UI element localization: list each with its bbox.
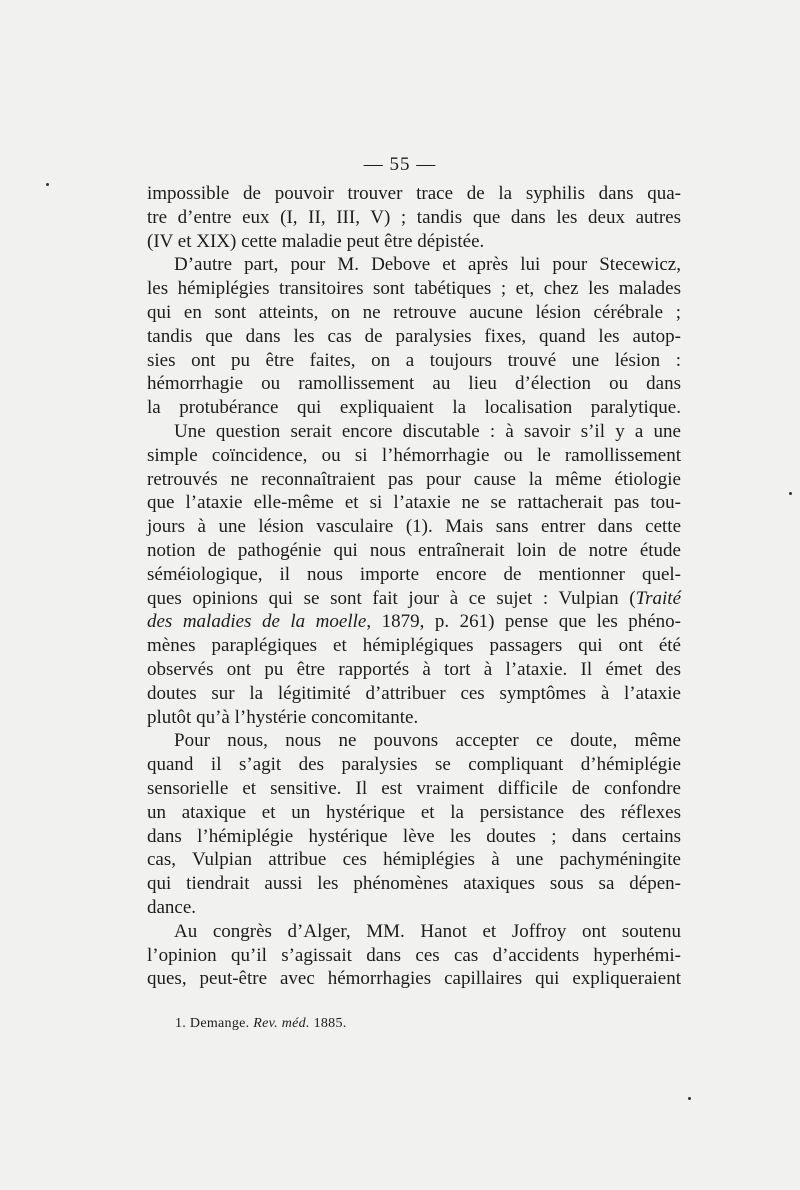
scan-speck: [688, 1097, 691, 1100]
text-line: Une question serait encore discutable : à savoir s’il y a une: [174, 420, 681, 442]
footnote-author: Demange.: [189, 1016, 250, 1031]
text-line: hémorrhagie ou ramollissement au lieu d’élection ou dans: [147, 373, 681, 395]
text-line: tandis que dans les cas de paralysies fixes, quand les autop-: [147, 325, 681, 347]
text-line: dance.: [147, 896, 197, 918]
scan-speck: [46, 183, 49, 186]
text-line: simple coïncidence, ou si l’hémorrhagie ou le ramollissement: [147, 444, 681, 466]
text-line: sensorielle et sensitive. Il est vraiment difficile de confondre: [147, 777, 681, 799]
text-line: quand il s’agit des paralysies se compliquant d’hémiplégie: [147, 754, 681, 776]
text-line: qui en sont atteints, on ne retrouve aucune lésion cérébrale ;: [147, 301, 681, 323]
text-line: mènes paraplégiques et hémiplégiques passagers qui ont été: [147, 635, 681, 657]
italic-title: Traité: [635, 587, 681, 609]
text-line: notion de pathogénie qui nous entraînerait loin de notre étude: [147, 539, 681, 561]
footnote-marker: 1.: [175, 1016, 187, 1031]
text-line: les hémiplégies transitoires sont tabétiques ; et, chez les malades: [147, 278, 681, 300]
text-line: séméiologique, il nous importe encore de mentionner quel-: [147, 563, 681, 585]
text-line: l’opinion qu’il s’agissait dans ces cas d’accidents hyperhémi-: [147, 944, 681, 966]
text-line: que l’ataxie elle-même et si l’ataxie ne se rattacherait pas tou-: [147, 492, 681, 514]
text-line: retrouvés ne reconnaîtraient pas pour cause la même étiologie: [147, 468, 681, 490]
footnote-journal: Rev. méd.: [253, 1016, 310, 1031]
text-line: plutôt qu’à l’hystérie concomitante.: [147, 706, 419, 728]
footnote: [175, 1016, 347, 1032]
text-line: un ataxique et un hystérique et la persistance des réflexes: [147, 801, 681, 823]
text-line: jours à une lésion vasculaire (1). Mais sans entrer dans cette: [147, 516, 681, 538]
text-line: cas, Vulpian attribue ces hémiplégies à une pachyméningite: [147, 849, 681, 871]
text-line: Pour nous, nous ne pouvons accepter ce doute, même: [174, 730, 681, 752]
italic-title: des maladies de la moelle: [147, 611, 367, 633]
text-line: la protubérance qui expliquaient la localisation paralytique.: [147, 397, 681, 419]
text-line: (IV et XIX) cette maladie peut être dépistée.: [147, 230, 485, 252]
text-segment: ques opinions qui se sont fait jour à ce sujet : Vulpian (: [147, 587, 636, 609]
text-line: impossible de pouvoir trouver trace de la syphilis dans qua-: [147, 183, 681, 204]
text-line: qui tiendrait aussi les phénomènes ataxiques sous sa dépen-: [147, 873, 681, 895]
text-line: ques, peut-être avec hémorrhagies capillaires qui expliqueraient: [147, 968, 681, 990]
text-line: doutes sur la légitimité d’attribuer ces symptômes à l’ataxie: [147, 682, 681, 704]
text-line-with-italic: [147, 610, 681, 634]
text-segment: , 1879, p. 261) pense que les phéno-: [366, 611, 682, 633]
text-line: observés ont pu être rapportés à tort à l’ataxie. Il émet des: [147, 658, 681, 680]
text-line: D’autre part, pour M. Debove et après lui pour Stecewicz,: [174, 254, 681, 276]
text-line: Au congrès d’Alger, MM. Hanot et Joffroy ont soutenu: [174, 920, 681, 942]
scan-speck: [789, 492, 792, 495]
body-text: [147, 182, 681, 991]
text-line: sies ont pu être faites, on a toujours trouvé une lésion :: [147, 349, 681, 371]
text-line: tre d’entre eux (I, II, III, V) ; tandis que dans les deux autres: [147, 206, 681, 228]
text-line: dans l’hémiplégie hystérique lève les doutes ; dans certains: [147, 825, 681, 847]
page-number: — 55 —: [363, 154, 437, 175]
footnote-year: 1885.: [313, 1016, 347, 1031]
text-line-with-italic: [147, 587, 681, 611]
